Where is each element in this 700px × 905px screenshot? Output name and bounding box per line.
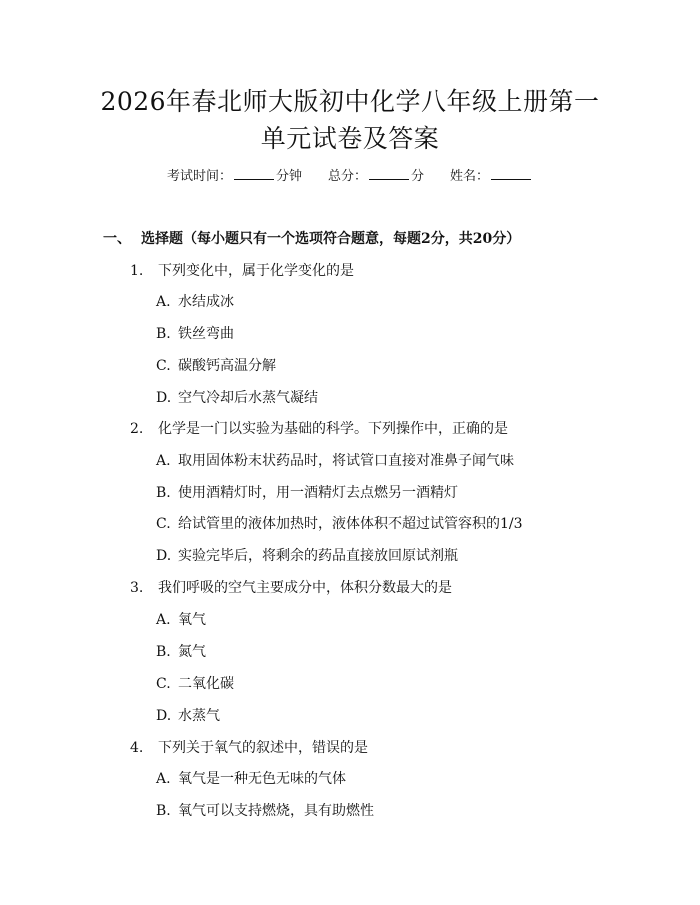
option-item (156, 388, 318, 408)
option-label: C. (156, 676, 171, 692)
option-label: D. (156, 390, 172, 406)
student-name-label: 姓名： (450, 169, 490, 184)
option-label: C. (156, 516, 171, 532)
option-label: A. (156, 771, 171, 787)
option-item (156, 769, 346, 789)
question-stem (130, 419, 508, 439)
exam-time-unit: 分钟 (275, 169, 302, 184)
option-label: B. (156, 326, 171, 342)
option-text: 空气冷却后水蒸气凝结 (178, 390, 318, 406)
question-stem (130, 578, 452, 598)
section-title: 选择题（每小题只有一个选项符合题意，每题2分，共20分） (141, 231, 521, 247)
option-item (156, 451, 514, 471)
total-score-field (328, 167, 424, 187)
exam-time-field (167, 167, 302, 187)
option-item (156, 610, 206, 630)
option-item (156, 546, 458, 566)
question-number: 3. (130, 580, 144, 596)
option-item (156, 483, 458, 503)
option-item (156, 356, 276, 376)
question-text: 化学是一门以实验为基础的科学。下列操作中，正确的是 (158, 421, 508, 437)
option-text: 铁丝弯曲 (178, 326, 234, 342)
option-label: D. (156, 708, 172, 724)
option-label: B. (156, 644, 171, 660)
option-text: 碳酸钙高温分解 (178, 358, 276, 374)
option-text: 实验完毕后，将剩余的药品直接放回原试剂瓶 (178, 548, 458, 564)
option-label: A. (156, 453, 171, 469)
question-stem (130, 738, 368, 758)
section-number: 一、 (103, 231, 131, 247)
option-text: 氧气 (178, 612, 206, 628)
option-label: A. (156, 612, 171, 628)
question-number: 4. (130, 740, 144, 756)
option-item (156, 801, 374, 821)
option-text: 水结成冰 (178, 294, 234, 310)
option-text: 使用酒精灯时，用一酒精灯去点燃另一酒精灯 (178, 485, 458, 501)
question-stem (130, 261, 354, 281)
document-title-line-2: 单元试卷及答案 (260, 124, 440, 153)
option-item (156, 324, 234, 344)
question-text: 下列变化中，属于化学变化的是 (158, 263, 354, 279)
option-label: B. (156, 485, 171, 501)
option-text: 氧气可以支持燃烧，具有助燃性 (178, 803, 374, 819)
option-label: B. (156, 803, 171, 819)
total-score-unit: 分 (411, 169, 425, 184)
student-name-field (450, 167, 533, 187)
document-title-line-1: 2026年春北师大版初中化学八年级上册第一 (100, 87, 600, 116)
exam-time-blank (234, 167, 274, 180)
option-label: A. (156, 294, 171, 310)
exam-time-label: 考试时间： (166, 169, 232, 184)
total-score-blank (369, 167, 409, 180)
option-text: 水蒸气 (178, 708, 220, 724)
option-item (156, 674, 234, 694)
option-text: 给试管里的液体加热时，液体体积不超过试管容积的1/3 (178, 516, 523, 532)
option-text: 二氧化碳 (178, 676, 234, 692)
option-label: C. (156, 358, 171, 374)
option-item (156, 642, 206, 662)
option-item (156, 706, 220, 726)
option-item (156, 514, 523, 534)
option-text: 氧气是一种无色无味的气体 (178, 771, 346, 787)
section-heading (103, 229, 520, 249)
option-item (156, 292, 234, 312)
option-text: 氮气 (178, 644, 206, 660)
option-label: D. (156, 548, 172, 564)
option-text: 取用固体粉末状药品时，将试管口直接对准鼻子闻气味 (178, 453, 514, 469)
question-number: 2. (130, 421, 144, 437)
question-number: 1. (130, 263, 144, 279)
question-text: 下列关于氧气的叙述中，错误的是 (158, 740, 368, 756)
total-score-label: 总分： (327, 169, 367, 184)
question-text: 我们呼吸的空气主要成分中，体积分数最大的是 (158, 580, 452, 596)
student-name-blank (491, 167, 531, 180)
exam-info-line (0, 167, 700, 187)
